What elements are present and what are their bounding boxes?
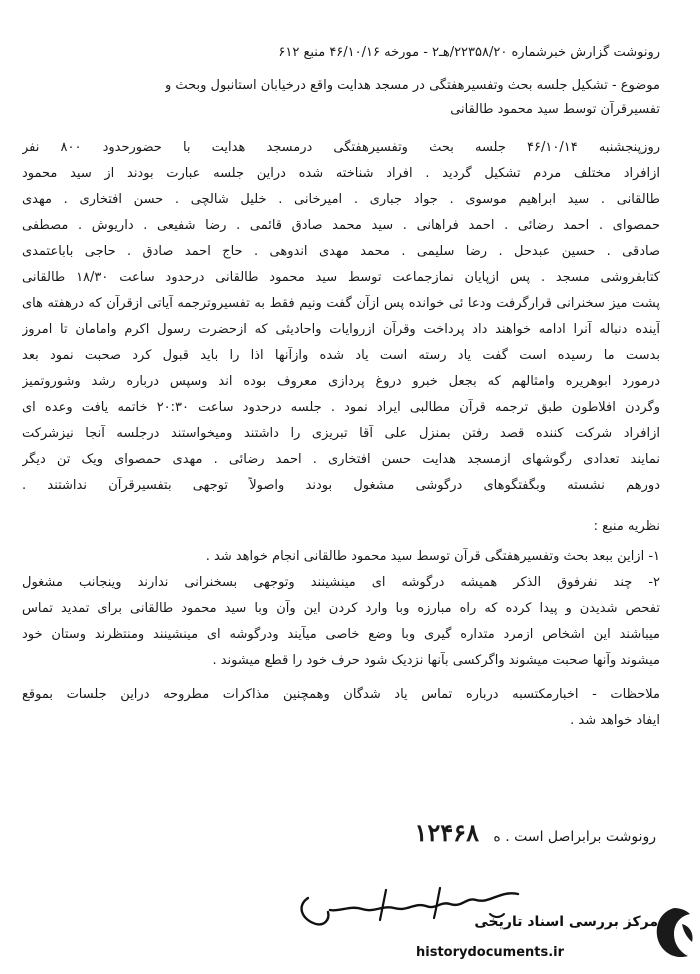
opinion-line: ۱- ازاین ببعد بحث وتفسیرهفتگی قرآن توسط سید محمود طالقانی انجام خواهد شد . — [205, 549, 660, 564]
opinion-line: ۲- چند نفرفوق الذکر همیشه درگوشه ای مینشینند وتوجهی بسخنرانی ندارند وینجانب مشغول — [22, 575, 660, 590]
subject-line-2: تفسیرقرآن توسط سید محمود طالقانی — [450, 102, 660, 117]
body-line: حمصوای . احمد رضائی . احمد فراهانی . سید محمد صادق قائمی . رضا شفیعی . داریوش . مصطفی — [22, 218, 660, 233]
body-line: صادقی . حسین عبدحل . رضا سلیمی . محمد مهدی اندوهی . حاج احمد صادق . حاجی باباعتمدی — [22, 244, 660, 259]
archive-logo-icon — [652, 904, 696, 964]
certification-text: رونوشت برابراصل است . ه — [493, 829, 656, 845]
body-line: دورهم نشسته وبگفتگوهای درگوشی مشغول بودند واصولاً توجهی بتفسیرقرآن نداشتند . — [22, 478, 660, 493]
header-line: رونوشت گزارش خبرشماره ۲۲۳۵۸/۲۰/هـ۲ - مورخه ۴۶/۱۰/۱۶ منبع ۶۱۲ — [278, 45, 660, 60]
opinion-line: میباشند این اشخاص ازمرد متداره گیری وبا وضع خاصی میآیند ودرگوشه ای مینشینند ومنتظرند وستان خود — [22, 627, 660, 642]
body-line: آینده دنباله آنرا ادامه خواهند داد پرداخت وقرآن ازروایات واحادیثی که ازحضرت رسول اکرم وامامان تا امروز — [22, 322, 660, 337]
certification-number: ۱۲۴۶۸ — [414, 818, 479, 847]
body-line: درمورد ابوهریره وامثالهم که بجعل خبرو دروغ پردازی معروف بوده اند وسپس درباره رشد وشوروتمیز — [22, 374, 660, 389]
body-line: ازافراد شرکت کننده قصد رفتن بمنزل علی آقا تبریزی را داشتند ومیخواستند درجلسه آنجا نیزشرکت — [22, 426, 660, 441]
body-line: روزپنجشنبه ۴۶/۱۰/۱۴ جلسه بحث وتفسیرهفتگی درمسجد هدایت با حضورحدود ۸۰۰ نفر — [22, 140, 660, 155]
opinion-line: میشوند وآنها صحبت میشوند واگرکسی بآنها نزدیک شود حرف خود را قطع میشوند . — [212, 653, 660, 668]
body-line: کتابفروشی مسجد . پس ازپایان نمازجماعت توسط سید محمود طالقانی درحدود ساعت ۱۸/۳۰ طالقانی — [22, 270, 660, 285]
body-line: بدست ما رسیده است گفت یاد رسته است یاد شده وازآنها اذا را باید قبول کرد صحبت نمود بعد — [22, 348, 660, 363]
certification-line — [415, 818, 657, 847]
body-line: وگردن افلاطون طبق ترجمه قرآن مطالبی ایراد نمود . جلسه درحدود ساعت ۲۰:۳۰ خاتمه یافت وعده ای — [22, 400, 660, 415]
opinion-line: تفحص شدیدن و پیدا کرده که راه مبارزه وبا وارد کردن این وآن وبا سید محمود طالقانی برای تمدید تماس — [22, 601, 660, 616]
body-line: ازافراد مختلف مردم تشکیل گردید . افراد شناخته شده دراین جلسه عبارت بودند از سید محمود — [22, 166, 660, 181]
source-opinion-label: نظریه منبع : — [593, 519, 660, 534]
subject-line-1: موضوع - تشکیل جلسه بحث وتفسیرهفتگی در مسجد هدایت واقع درخیابان استانبول وبحث و — [164, 78, 660, 93]
body-line: طالقانی . سید ابراهیم موسوی . جواد جباری . امیرخانی . خلیل شالچی . حسن افتخاری . مهدی — [22, 192, 660, 207]
archive-center-name: مرکز بررسی اسناد تاریخی — [474, 914, 658, 930]
archive-url: historydocuments.ir — [416, 945, 565, 960]
notes-line: ملاحظات - اخبارمکتسبه درباره تماس یاد شدگان وهمچنین مذاکرات مطروحه دراین جلسات بموقع — [22, 687, 660, 702]
body-line: نمایند تعدادی رگوشهای ازمسجد هدایت حسن افتخاری . احمد رضائی . مهدی حمصوای ویک تن دیگر — [22, 452, 660, 467]
notes-line: ایفاد خواهد شد . — [570, 713, 660, 728]
body-line: پشت میز سخنرانی قرارگرفت ودعا ئی خوانده پس ازآن گفت ونیم فقط به تفسیروترجمه آیاتی ازقرآن که درهفته های — [22, 296, 660, 311]
